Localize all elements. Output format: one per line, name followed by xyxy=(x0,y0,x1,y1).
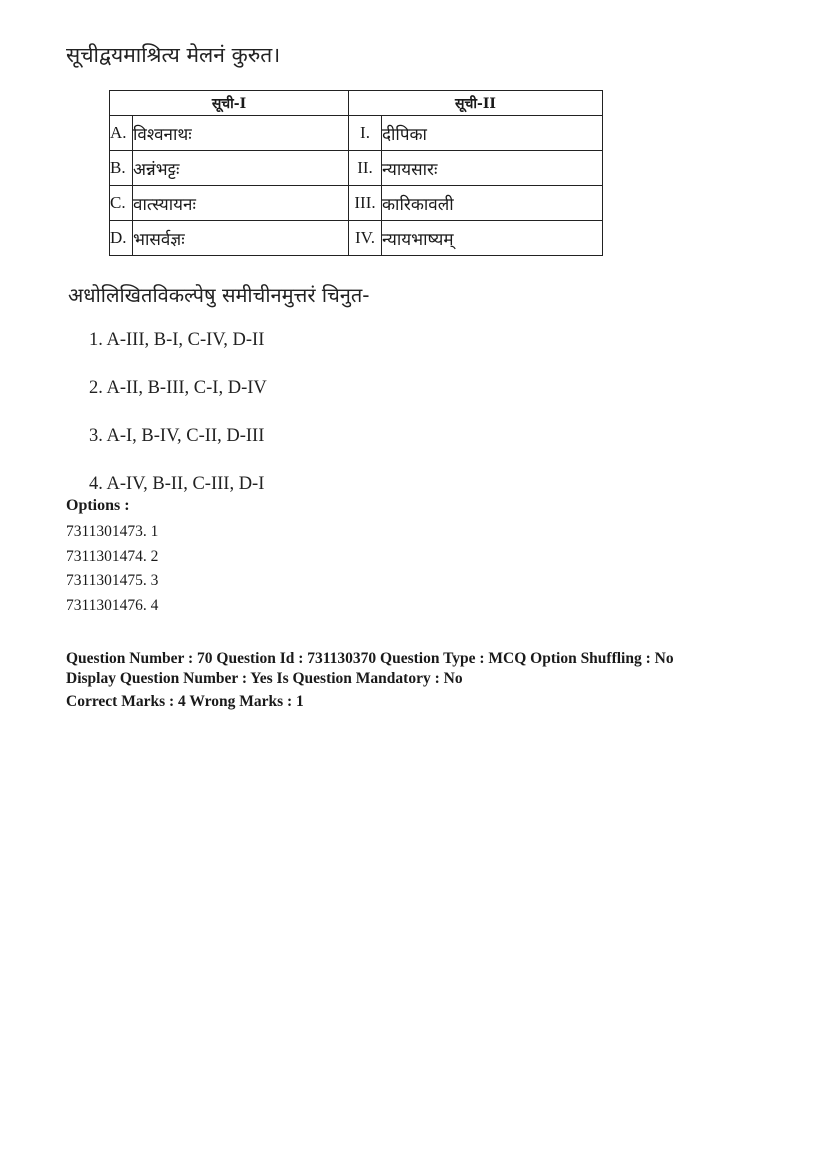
answer-choice: 1. A-III, B-I, C-IV, D-II xyxy=(89,330,265,350)
metadata-line-2: Display Question Number : Yes Is Question Mandatory : No xyxy=(66,670,463,687)
option-item: 7311301476. 4 xyxy=(66,596,159,614)
list-1-key: D. xyxy=(110,221,133,256)
question-heading: सूचीद्वयमाश्रित्य मेलनं कुरुत। xyxy=(66,43,281,67)
list-2-key: II. xyxy=(349,151,382,186)
list-1-item: विश्वनाथः xyxy=(133,116,349,151)
list-2-item: न्यायसारः xyxy=(382,151,603,186)
list-1-header: सूची-I xyxy=(110,91,349,116)
marks-line: Correct Marks : 4 Wrong Marks : 1 xyxy=(66,693,304,710)
options-list xyxy=(66,521,158,619)
list-2-key: I. xyxy=(349,116,382,151)
answer-choices-list xyxy=(89,326,267,518)
table-row xyxy=(110,221,603,256)
list-1-key: B. xyxy=(110,151,133,186)
list-2-item: दीपिका xyxy=(382,116,603,151)
list-1-key: A. xyxy=(110,116,133,151)
list-1-item: वात्स्यायनः xyxy=(133,186,349,221)
list-2-key: IV. xyxy=(349,221,382,256)
options-title: Options : xyxy=(66,497,130,514)
list-2-key: III. xyxy=(349,186,382,221)
question-instruction: अधोलिखितविकल्पेषु समीचीनमुत्तरं चिनुत- xyxy=(68,283,370,307)
table-row xyxy=(110,116,603,151)
list-1-item: अन्नंभट्टः xyxy=(133,151,349,186)
option-item: 7311301475. 3 xyxy=(66,572,159,589)
table-row xyxy=(110,151,603,186)
table-row xyxy=(110,186,603,221)
list-2-header: सूची-II xyxy=(349,91,603,116)
metadata-line-1: Question Number : 70 Question Id : 731130370 Question Type : MCQ Option Shuffling : No xyxy=(66,650,674,667)
option-item: 7311301473. 1 xyxy=(66,523,159,540)
table-header-row xyxy=(110,91,603,116)
list-2-item: न्यायभाष्यम् xyxy=(382,221,603,256)
list-2-item: कारिकावली xyxy=(382,186,603,221)
question-metadata xyxy=(66,649,786,712)
list-1-key: C. xyxy=(110,186,133,221)
matching-table xyxy=(109,90,603,256)
option-item: 7311301474. 2 xyxy=(66,547,159,565)
answer-choice: 3. A-I, B-IV, C-II, D-III xyxy=(89,426,265,446)
list-1-item: भासर्वज्ञः xyxy=(133,221,349,256)
answer-choice: 2. A-II, B-III, C-I, D-IV xyxy=(89,378,267,398)
answer-choice: 4. A-IV, B-II, C-III, D-I xyxy=(89,474,265,494)
